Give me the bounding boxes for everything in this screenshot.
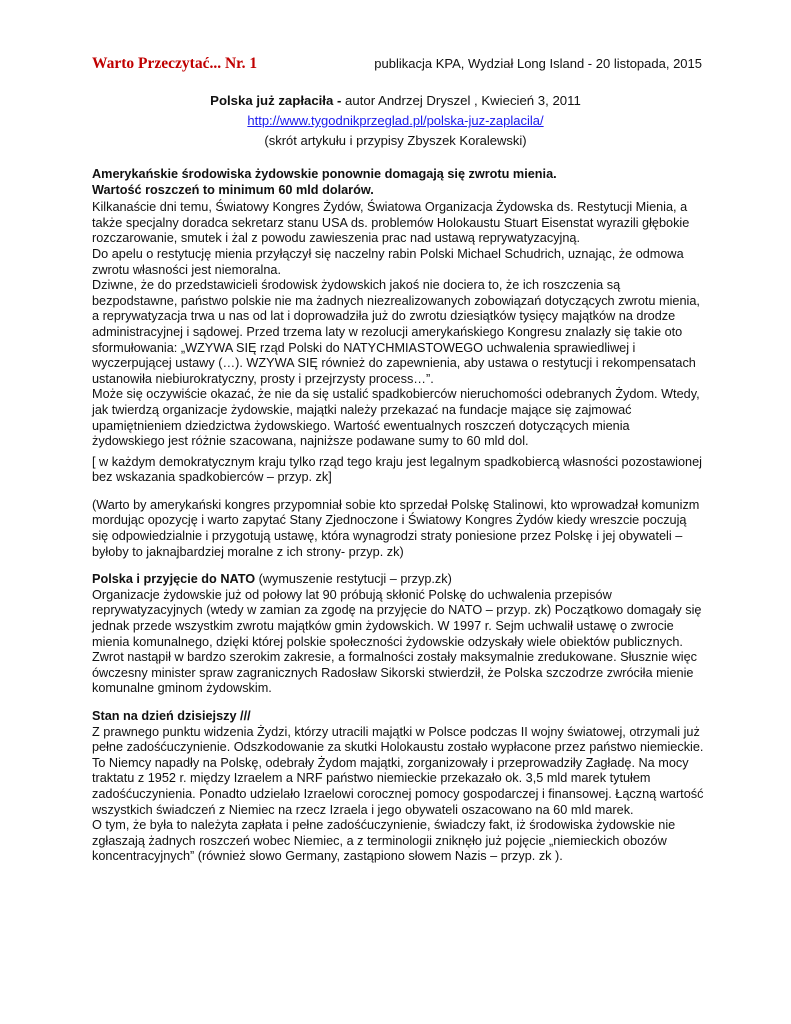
lead-line-2: Wartość roszczeń to minimum 60 mld dolarów. — [92, 182, 374, 197]
paragraph-8: Z prawnego punktu widzenia Żydzi, którzy utracili majątki w Polsce podczas II wojny światowej, otrzymali już pełne zadośćuczynienie. Odszkodowanie za skutki Holokaustu zostało wypłacone przez państwo niemieckie. To Niemcy napadły na Polskę, odebrały Żydom majątki, zorganizowały i przeprowadziły Zagładę. Na mocy traktatu z 1952 r. między Izraelem a NRF państwo niemieckie przekazało ok. 3,5 mld marek tytułem zadośćuczynienia. Ponadto udzielało Izraelowi corocznej pomocy gospodarczej i finansowej. Łączną wartość wszystkich świadczeń z Niemiec na rzecz Izraela i jego obywateli oszacowano na 60 mld marek. — [92, 724, 704, 817]
paragraph-2: Do apelu o restytucję mienia przyłączył się naczelny rabin Polski Michael Schudrich, uznając, że odmowa zwrotu własności jest niemoralna. — [92, 246, 684, 277]
article-url-line — [0, 113, 791, 128]
paragraph-6: (Warto by amerykański kongres przypomniał sobie kto sprzedał Polskę Stalinowi, kto wprowadzał komunizm mordując opozycję i warto zapytać Stany Zjednoczone i Światowy Kongres Żydów kiedy wreszcie poczują się odpowiedzialnie i przygotują ustawę, która wynagrodzi straty poniesione przez Polskę i jej obywateli – byłoby to jaknajbardziej moralne z ich strony- przyp. zk) — [92, 497, 700, 559]
section-title-nato: Polska i przyjęcie do NATO — [92, 572, 256, 587]
article-url-link[interactable]: http://www.tygodnikprzeglad.pl/polska-juz-zaplacila/ — [247, 113, 544, 128]
article-byline: autor Andrzej Dryszel , Kwiecień 3, 2011 — [341, 93, 581, 108]
paragraph-3: Dziwne, że do przedstawicieli środowisk żydowskich jakoś nie dociera to, że ich roszczenia są bezpodstawne, państwo polskie nie ma żadnych niezrealizowanych zobowiązań dotyczących zwrotu mienia, a reprywatyzacja trwa u nas od lat i doprowadziła już do zwrotu dziesiątków tysięcy majątków na drodze administracyjnej i sądowej. Przed trzema laty w rezolucji amerykańskiego Kongresu znalazły się takie oto sformułowania: „WZYWA SIĘ rząd Polski do NATYCHMIASTOWEGO uchwalenia sprawiedliwej i wyczerpującej ustawy (…). WZYWA SIĘ również do zapewnienia, aby ustawa o restytucji i rekompensatach ustanowiła niebiurokratyczny, prosty i przejrzysty process…”. — [92, 278, 700, 386]
section-heading-today: Stan na dzień dzisiejszy /// — [92, 709, 251, 723]
article-body — [92, 167, 704, 865]
publication-info: publikacja KPA, Wydział Long Island - 20 listopada, 2015 — [374, 56, 702, 71]
article-title: Polska już zapłaciła - — [210, 93, 342, 108]
paragraph-4: Może się oczywiście okazać, że nie da się ustalić spadkobierców nieruchomości odebranych Żydom. Wtedy, jak twierdzą organizacje żydowskie, majątki należy przekazać na fundacje mające się zajmować upamiętnieniem dziedzictwa żydowskiego. Wartość ewentualnych roszczeń dotyczących mienia żydowskiego jest różnie szacowana, najniższe podawane sumy to 60 mld dol. — [92, 387, 700, 449]
paragraph-7: Organizacje żydowskie już od połowy lat 90 próbują skłonić Polskę do uchwalenia przepisów reprywatyzacyjnych (wtedy w zamian za zgodę na przyjęcie do NATO – przyp. zk) Początkowo domagały się jednak przede wszystkim zwrotu majątków gmin żydowskich. W 1997 r. Sejm uchwalił ustawę o zwrocie mienia komunalnego, dzięki której polskie społeczności żydowskie odzyskały wiele obiektów publicznych. Zwrot nastąpił w bardzo szerokim zakresie, a formalności zostały maksymalnie zredukowane. Słusznie więc ówczesny minister spraw zagranicznych Radosław Sikorski stwierdził, że Polska szczodrze zwróciła mienie komunalne gminom żydowskim. — [92, 587, 702, 696]
paragraph-5: [ w każdym demokratycznym kraju tylko rząd tego kraju jest legalnym spadkobiercą własności pozostawionej bez wskazania spadkobierców – przyp. zk] — [92, 454, 702, 485]
section-note-nato: (wymuszenie restytucji – przyp.zk) — [255, 572, 452, 587]
article-title-line — [0, 93, 791, 108]
article-note: (skrót artykułu i przypisy Zbyszek Koralewski) — [264, 133, 527, 148]
series-title: Warto Przeczytać... Nr. 1 — [92, 55, 258, 72]
page-header — [92, 55, 702, 77]
paragraph-9: O tym, że była to należyta zapłata i pełne zadośćuczynienie, świadczy fakt, iż środowiska żydowskie nie zgłaszają żadnych roszczeń wobec Niemiec, a z terminologii zniknęło już pojęcie „niemieckich obozów koncentracyjnych” (również słowo Germany, zastąpiono słowem Nazis – przyp. zk ). — [92, 818, 676, 864]
section-heading-nato — [92, 572, 704, 588]
paragraph-1: Kilkanaście dni temu, Światowy Kongres Żydów, Światowa Organizacja Żydowska ds. Restytucji Mienia, a także specjalny doradca sekretarz stanu USA ds. problemów Holokaustu Stuart Eisenstat wyrazili głębokie rozczarowanie, smutek i żal z powodu zawieszenia prac nad ustawą reprywatyzacyjną. — [92, 200, 690, 246]
lead-line-1: Amerykańskie środowiska żydowskie ponownie domagają się zwrotu mienia. — [92, 167, 557, 181]
